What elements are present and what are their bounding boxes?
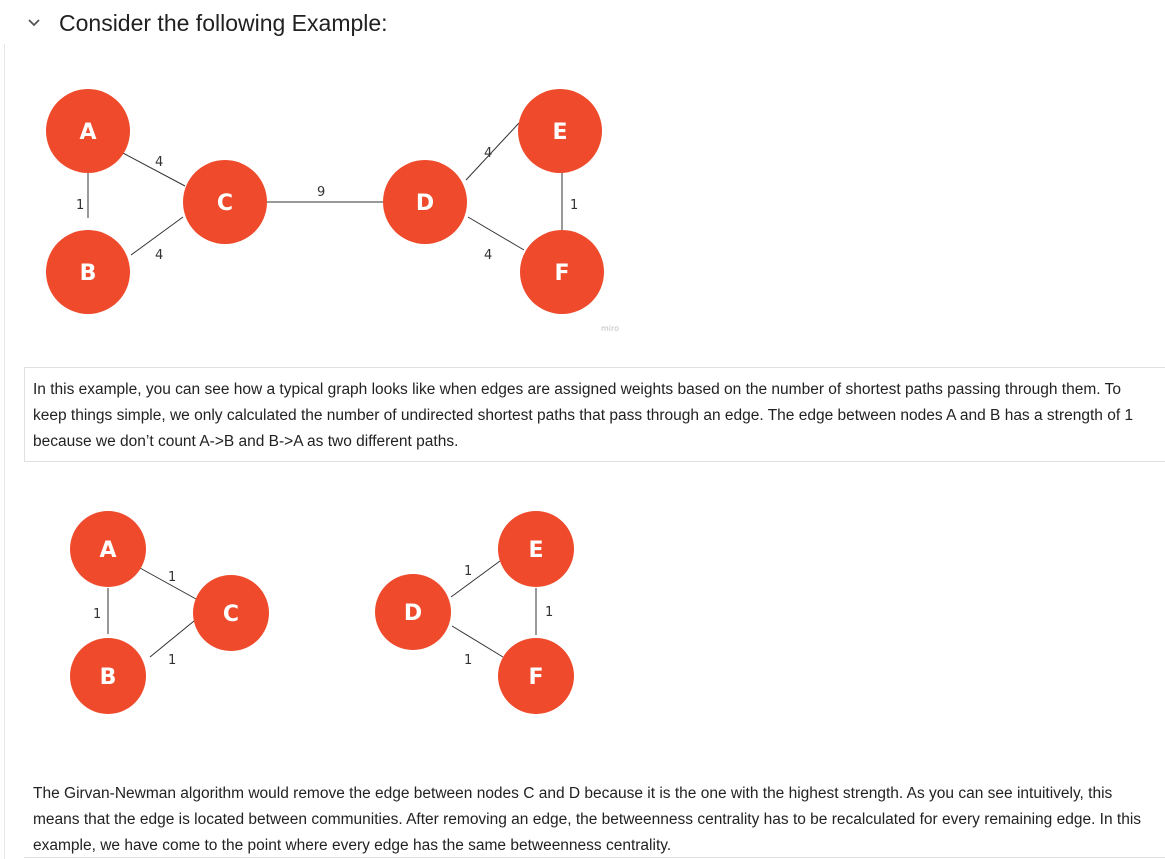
description-text: In this example, you can see how a typical graph looks like when edges are assigned weights based on the number of shortest paths passing through them. To keep things simple, we only calculated the number of undirected shortest paths that pass through an edge. The edge between nodes A and B has a strength of 1 because we don’t count A->B and B->A as two different paths. xyxy=(33,381,1134,450)
svg-text:A: A xyxy=(99,538,117,563)
weight-c-d: 9 xyxy=(317,185,326,200)
node-c xyxy=(193,575,269,651)
edge-a-c xyxy=(121,152,185,186)
node-e xyxy=(498,511,574,587)
node-e xyxy=(518,89,602,173)
graph-after-removal xyxy=(0,500,700,730)
svg-text:F: F xyxy=(554,261,570,286)
edge-d-e xyxy=(451,561,500,597)
conclusion-paragraph xyxy=(33,781,1158,859)
node-b xyxy=(70,638,146,714)
node-a xyxy=(70,511,146,587)
weight-a-c: 4 xyxy=(155,155,164,170)
weight-d-f: 1 xyxy=(464,653,473,668)
svg-text:C: C xyxy=(222,602,240,627)
bottom-divider xyxy=(24,857,1165,858)
node-f xyxy=(498,638,574,714)
svg-text:C: C xyxy=(216,191,234,216)
graph-with-weights xyxy=(0,0,700,345)
weight-d-e: 4 xyxy=(484,146,493,161)
weight-d-e: 1 xyxy=(464,564,473,579)
description-card xyxy=(24,367,1165,462)
svg-text:B: B xyxy=(79,261,97,286)
miro-watermark: miro xyxy=(601,324,620,333)
weight-d-f: 4 xyxy=(484,248,493,263)
svg-text:E: E xyxy=(552,120,568,145)
svg-text:E: E xyxy=(528,538,544,563)
graph-2-svg xyxy=(0,500,700,730)
node-f xyxy=(520,230,604,314)
weight-b-c: 1 xyxy=(168,653,177,668)
edge-d-f xyxy=(452,626,503,657)
svg-text:F: F xyxy=(528,665,544,690)
weight-a-c: 1 xyxy=(168,570,177,585)
svg-text:B: B xyxy=(99,665,117,690)
svg-text:D: D xyxy=(415,191,435,216)
svg-text:D: D xyxy=(403,601,423,626)
svg-text:A: A xyxy=(79,120,97,145)
section-title: Consider the following Example: xyxy=(59,9,388,36)
weight-b-c: 4 xyxy=(155,248,164,263)
node-b xyxy=(46,230,130,314)
node-d xyxy=(383,160,467,244)
conclusion-text: The Girvan-Newman algorithm would remove the edge between nodes C and D because it is the one with the highest strength. As you can see intuitively, this means that the edge is located between communities. After removing an edge, the betweenness centrality has to be recalculated for every remaining edge. In this example, we have come to the point where every edge has the same betweenness centrality. xyxy=(33,785,1142,854)
edge-d-f xyxy=(468,217,524,250)
node-a xyxy=(46,89,130,173)
weight-e-f: 1 xyxy=(545,605,554,620)
graph-1-svg xyxy=(0,0,700,345)
weight-a-b: 1 xyxy=(93,607,102,622)
node-c xyxy=(183,160,267,244)
weight-e-f: 1 xyxy=(570,198,579,213)
weight-a-b: 1 xyxy=(76,198,85,213)
edge-b-c xyxy=(150,621,194,657)
edge-d-e xyxy=(466,123,519,180)
node-d xyxy=(375,574,451,650)
